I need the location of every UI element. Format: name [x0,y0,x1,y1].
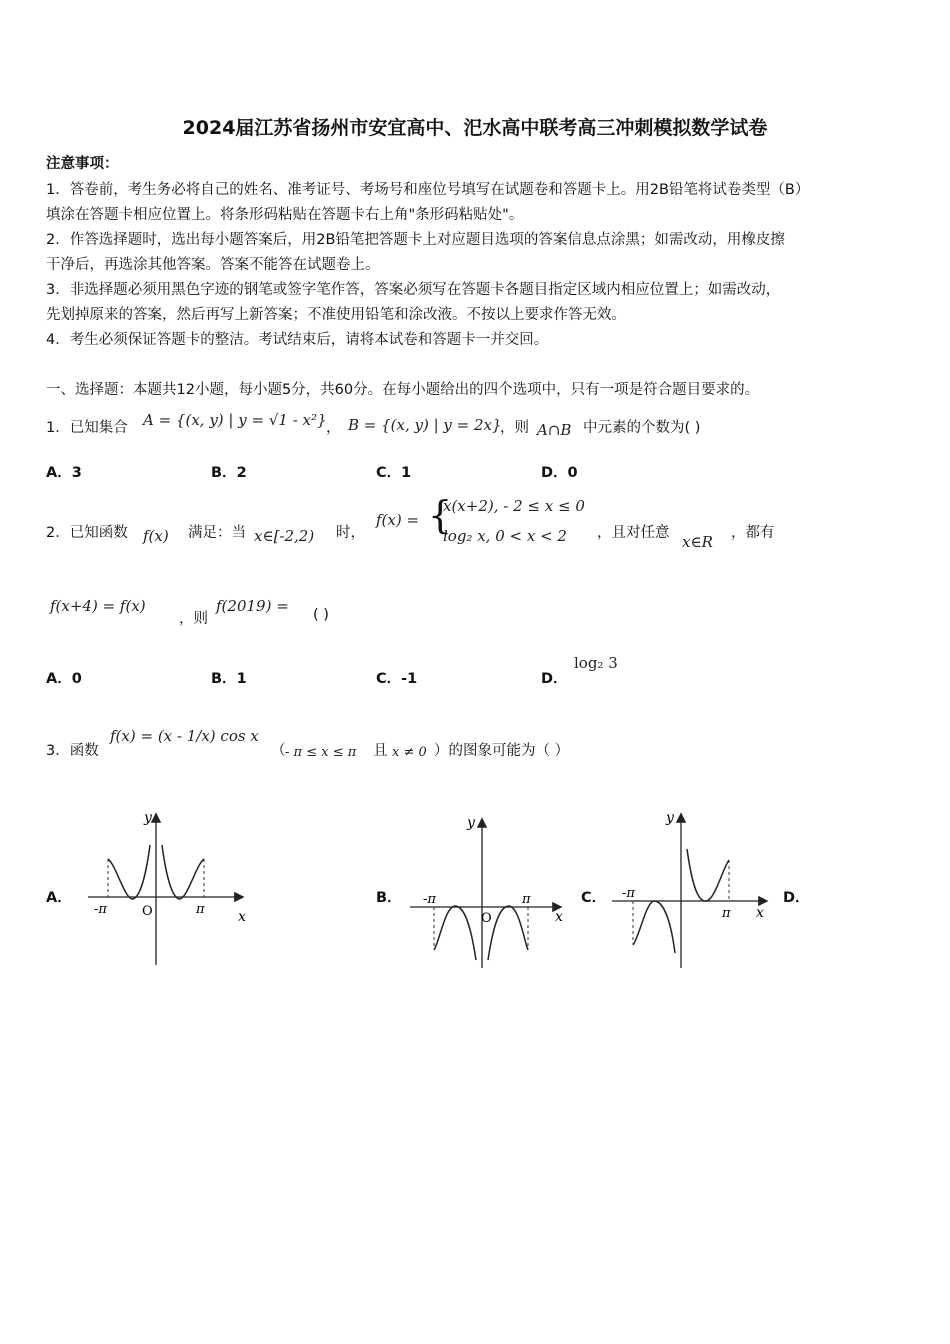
q1-sep: ， [326,420,341,436]
q1-set-b: B = {(x, y) | y = 2x} [348,416,502,434]
q2-case-1: x(x+2), - 2 ≤ x ≤ 0 [443,497,585,515]
q2-option-letter: A． [46,671,72,687]
notice-line: 填涂在答题卡相应位置上。将条形码粘贴在答题卡右上角"条形码粘贴处"。 [46,207,524,223]
q2-option-value: 0 [71,671,82,687]
notice-line: 1．答卷前，考生务必将自己的姓名、准考证号、考场号和座位号填写在试题卷和答题卡上。用2B铅笔将试卷类型（B） [46,182,810,198]
q2-option-letter: C． [376,671,402,687]
q2-case-2: log₂ x, 0 < x < 2 [443,527,567,545]
pi-label: π [522,892,531,907]
q2-option-letter: D． [541,671,568,687]
q3-option-letter: C． [581,890,607,906]
curve [434,906,476,960]
notice-line: 4．考生必须保证答题卡的整洁。考试结束后，请将本试卷和答题卡一并交回。 [46,332,549,348]
q2-fx: f(x) [143,527,169,545]
q2-blank: ( ) [313,607,329,623]
q2-text: 时， [336,525,365,541]
curve [687,849,729,901]
q3-text: （ [271,743,286,759]
q3-nonzero: x ≠ 0 [392,745,427,760]
curve [108,845,150,899]
q1-option-letter: C． [376,465,402,481]
notice-line: 3．非选择题必须用黑色字迹的钢笔或签字笔作答，答案必须写在答题卡各题目指定区域内相应位置上；如需改动， [46,282,781,298]
x-label: x [238,909,246,925]
section-heading: 一、选择题：本题共12小题，每小题5分，共60分。在每小题给出的四个选项中，只有一项是符合题目要求的。 [46,382,760,398]
x-label: x [555,909,563,925]
graph-option-b [405,810,575,975]
notice-line: 干净后，再选涂其他答案。答案不能答在试题卷上。 [46,257,380,273]
q1-set-a: A = {(x, y) | y = √1 - x²} [143,411,327,429]
q1-prefix: 1．已知集合 [46,420,128,436]
notice-line: 2．作答选择题时，选出每小题答案后，用2B铅笔把答题卡上对应题目选项的答案信息点涂黑；如需改动，用橡皮擦 [46,232,785,248]
curve [162,845,204,899]
y-label: y [144,810,152,826]
curve [488,906,528,960]
neg-pi-label: -π [423,892,436,907]
curve [633,901,675,953]
y-label: y [467,815,475,831]
neg-pi-label: -π [94,902,107,917]
q2-option-letter: B． [211,671,237,687]
q1-option-value: 1 [401,465,412,481]
q1-option-value: 2 [236,465,247,481]
page-title: 2024届江苏省扬州市安宜高中、汜水高中联考高三冲刺模拟数学试卷 [182,117,768,139]
q3-option-letter: B． [376,890,402,906]
q2-any-x: x∈R [682,533,713,551]
q3-range: - π ≤ x ≤ π [285,745,357,760]
q2-option-value: 1 [236,671,247,687]
q2-option-value: log₂ 3 [574,654,618,672]
q1-suffix: 中元素的个数为( ) [583,420,701,436]
q1-option-value: 0 [567,465,578,481]
q3-option-letter: A． [46,890,72,906]
q2-text: ，则 [179,611,208,627]
x-label: x [756,905,764,921]
piecewise-brace: { [428,493,453,537]
q1-option-letter: D． [541,465,568,481]
notice-line: 先划掉原来的答案，然后再写上新答案；不准使用铅笔和涂改液。不按以上要求作答无效。 [46,307,626,323]
q2-text: ，且对任意 [597,525,670,541]
origin-label: O [481,911,492,926]
q2-domain: x∈[-2,2) [254,527,315,545]
q1-option-letter: B． [211,465,237,481]
neg-pi-label: -π [622,886,635,901]
q2-text: ，都有 [731,525,775,541]
q3-suffix: ）的图象可能为（ ） [434,743,570,759]
q1-option-letter: A． [46,465,72,481]
q2-period: f(x+4) = f(x) [50,597,146,615]
q3-prefix: 3．函数 [46,743,99,759]
notice-heading: 注意事项： [46,156,119,172]
y-label: y [666,810,674,826]
q1-intersection: A∩B [537,421,572,439]
q3-text: 且 [373,743,388,759]
q2-text: 满足：当 [188,525,246,541]
graph-option-c [608,805,778,975]
origin-label: O [142,904,153,919]
q2-option-value: -1 [401,671,418,687]
q3-option-letter: D． [783,890,810,906]
pi-label: π [196,902,205,917]
q2-prefix: 2．已知函数 [46,525,128,541]
graph-option-a [80,805,260,970]
q1-option-value: 3 [71,465,82,481]
pi-label: π [722,906,731,921]
q1-mid: ，则 [500,420,529,436]
q2-fdef: f(x) = [376,511,420,529]
q2-ask: f(2019) = [216,597,289,615]
q3-function: f(x) = (x - 1/x) cos x [110,727,259,745]
